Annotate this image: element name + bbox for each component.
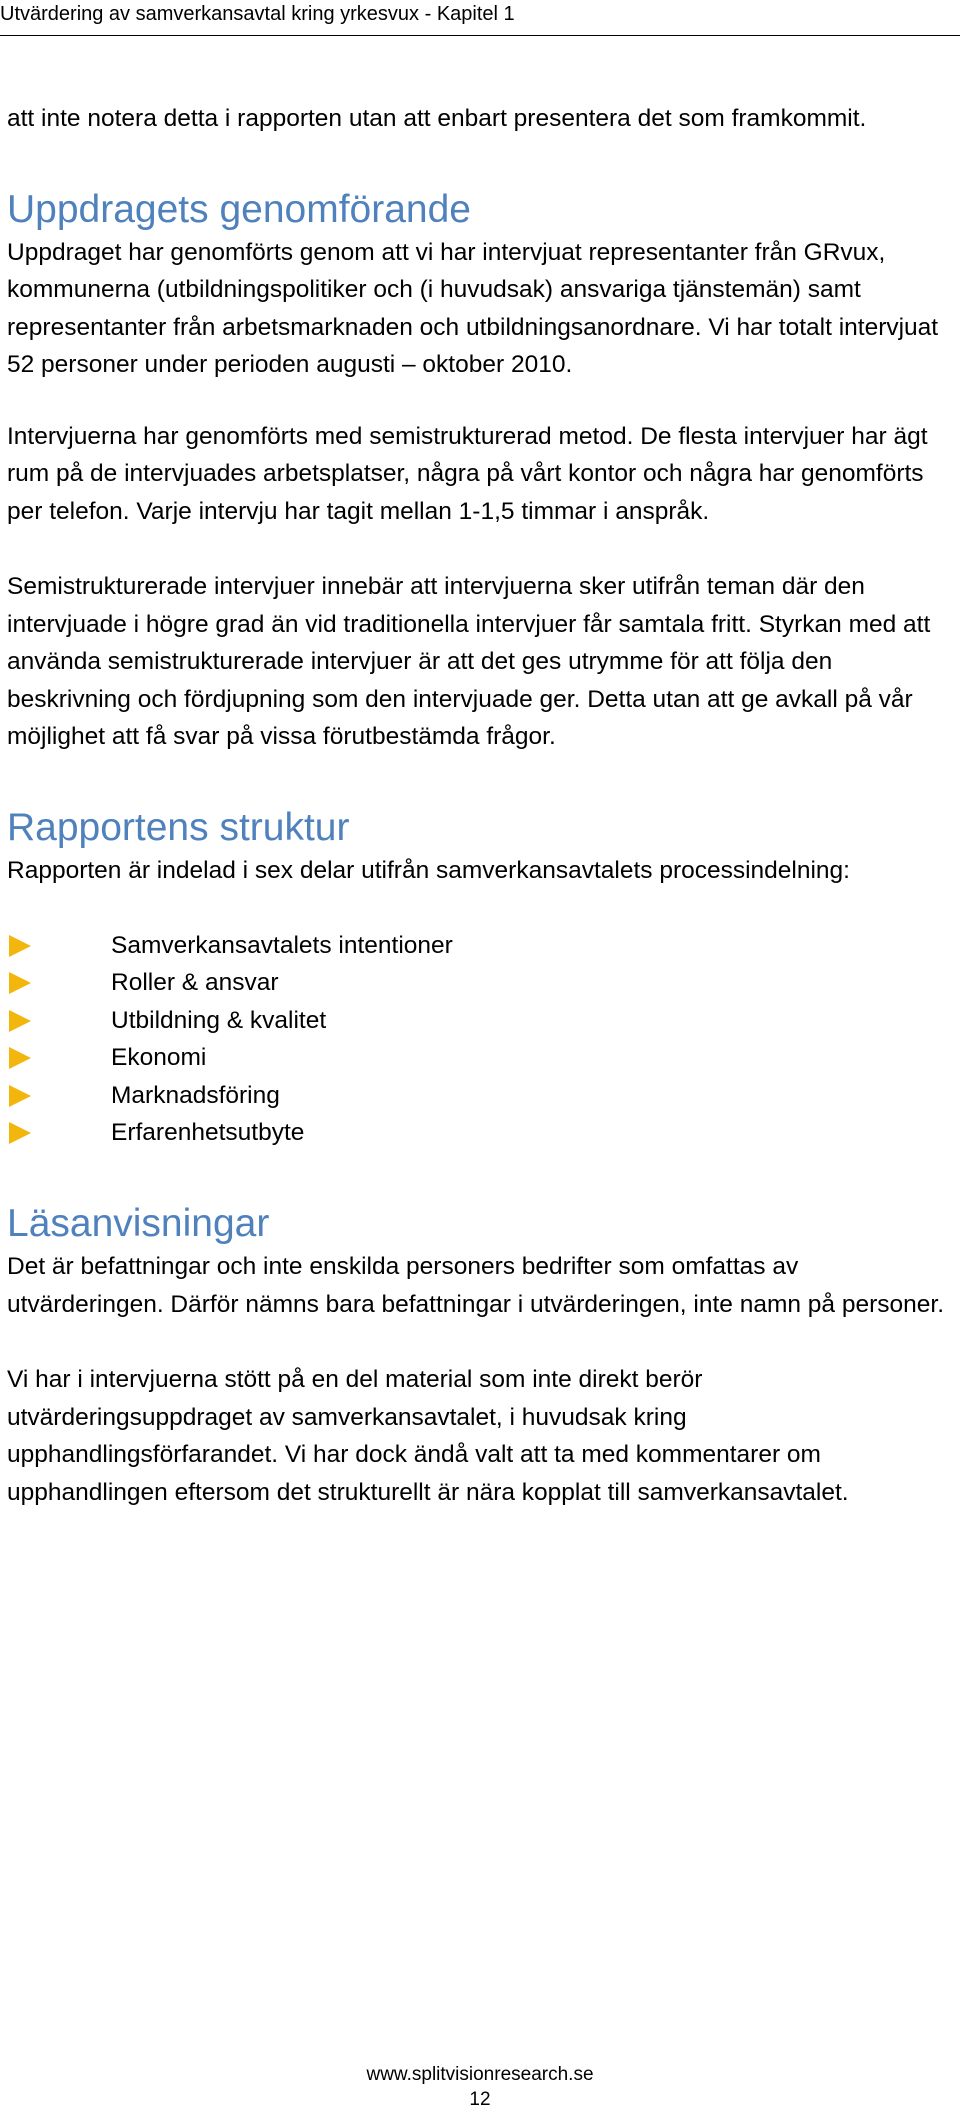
- arrow-right-icon: [9, 1010, 31, 1032]
- arrow-right-icon: [9, 1047, 31, 1069]
- intro-paragraph: att inte notera detta i rapporten utan att enbart presentera det som framkommit.: [7, 105, 867, 132]
- header-title: Utvärdering av samverkansavtal kring yrkesvux - Kapitel 1: [0, 3, 515, 25]
- list-item-label: Marknadsföring: [111, 1081, 280, 1109]
- list-item: [7, 1040, 952, 1078]
- list-item-label: Erfarenhetsutbyte: [111, 1119, 305, 1147]
- list-item: [7, 927, 952, 965]
- arrow-right-icon: [9, 935, 31, 957]
- list-item-label: Ekonomi: [111, 1044, 207, 1072]
- structure-list: [7, 927, 952, 1152]
- paragraph-genomforande-3: Semistrukturerade intervjuer innebär att intervjuerna sker utifrån teman där den intervjuade i högre grad än vid traditionella intervjuer får samtala fritt. Styrkan med att använda semistrukturerade intervjuer är att det ges utrymme för att följa den beskrivning och fördjupning som den intervjuade ger. Detta utan att ge avkall på vår möjlighet att få svar på vissa förutbestämda frågor.: [7, 573, 931, 750]
- list-item: [7, 1002, 952, 1040]
- list-item-label: Samverkansavtalets intentioner: [111, 931, 453, 959]
- paragraph-lasanvisningar-2: Vi har i intervjuerna stött på en del material som inte direkt berör utvärderingsuppdraget av samverkansavtalet, i huvudsak kring upphandlingsförfarandet. Vi har dock ändå valt att ta med kommentarer om upphandlingen eftersom det strukturellt är nära kopplat till samverkansavtalet.: [7, 1366, 849, 1506]
- heading-uppdragets-genomforande: Uppdragets genomförande: [7, 187, 471, 231]
- paragraph-genomforande-2: Intervjuerna har genomförts med semistrukturerad metod. De flesta intervjuer har ägt rum på de intervjuades arbetsplatser, några på vårt kontor och några har genomförts per telefon. Varje intervju har tagit mellan 1-1,5 timmar i anspråk.: [7, 422, 928, 525]
- footer-url: www.splitvisionresearch.se: [366, 2064, 594, 2085]
- arrow-right-icon: [9, 972, 31, 994]
- list-item-label: Roller & ansvar: [111, 969, 279, 997]
- list-item-label: Utbildning & kvalitet: [111, 1006, 327, 1034]
- heading-lasanvisningar: Läsanvisningar: [7, 1202, 270, 1245]
- paragraph-struktur-intro: Rapporten är indelad i sex delar utifrån samverkansavtalets processindelning:: [7, 856, 850, 884]
- list-item: [7, 1115, 952, 1153]
- running-header: [0, 0, 960, 36]
- list-item: [7, 965, 952, 1003]
- page-number: 12: [469, 2089, 491, 2110]
- paragraph-lasanvisningar-1: Det är befattningar och inte enskilda personers bedrifter som omfattas av utvärderingen. Därför nämns bara befattningar i utvärderingen, inte namn på personer.: [7, 1253, 945, 1318]
- page-body: [7, 100, 952, 1511]
- arrow-right-icon: [9, 1122, 31, 1144]
- arrow-right-icon: [9, 1085, 31, 1107]
- heading-rapportens-struktur: Rapportens struktur: [7, 805, 350, 849]
- paragraph-genomforande-1: Uppdraget har genomförts genom att vi har intervjuat representanter från GRvux, kommunerna (utbildningspolitiker och (i huvudsak) ansvariga tjänstemän) samt representanter från arbetsmarknaden och utbildningsanordnare. Vi har totalt intervjuat 52 personer under perioden augusti – oktober 2010.: [7, 238, 939, 378]
- list-item: [7, 1077, 952, 1115]
